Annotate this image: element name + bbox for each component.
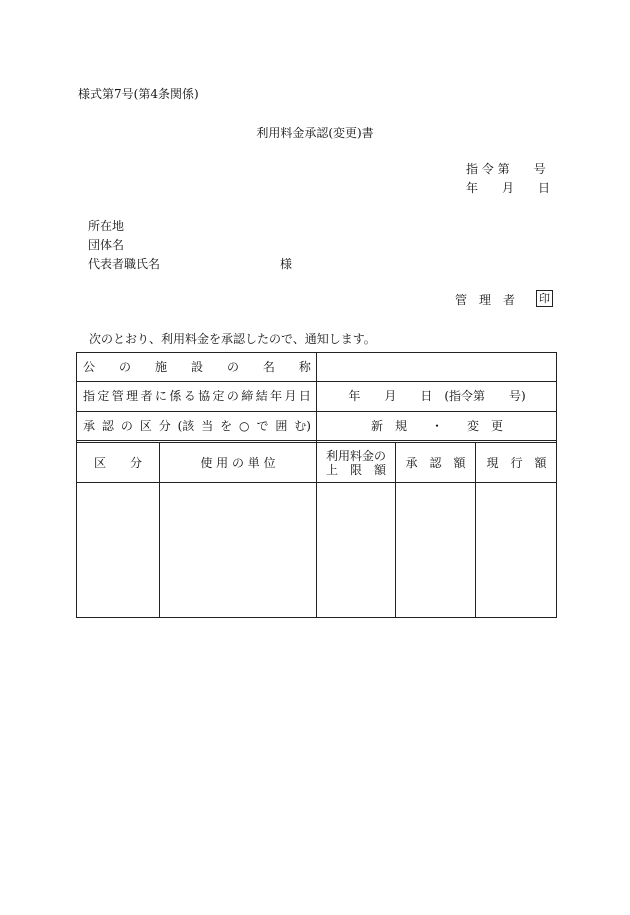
label-char: む) [294, 419, 311, 433]
label-char: の [118, 360, 131, 374]
label-char: 施 [154, 360, 167, 374]
label-char: 公 [83, 360, 96, 374]
label-char: 者 [140, 389, 153, 403]
col-header-category: 区 分 [93, 456, 142, 470]
label-char: 当 [201, 419, 214, 433]
label-char: 協 [198, 389, 211, 403]
label-char: 認 [101, 419, 114, 433]
label-char: 管 [111, 389, 124, 403]
label-char: 定 [212, 389, 225, 403]
label-char: 囲 [275, 419, 288, 433]
label-char: 年 [270, 389, 283, 403]
approval-type-label [83, 412, 311, 440]
label-char: 結 [255, 389, 268, 403]
label-char: 定 [97, 389, 110, 403]
label-char: 設 [190, 360, 203, 374]
col-header-fee-ceiling: 利用料金の 上 限 額 [325, 449, 386, 477]
label-char: 日 [298, 389, 311, 403]
intro-text: 次のとおり、利用料金を承認したので、通知します。 [89, 332, 376, 346]
applicant-block [88, 217, 160, 274]
label-char: を [220, 419, 233, 433]
col-header-approved-amount: 承 認 額 [405, 456, 466, 470]
label-char: 名 [262, 360, 275, 374]
label-char: (該 [177, 419, 195, 433]
seal-mark: 印 [536, 290, 553, 307]
label-char: 分 [158, 419, 171, 433]
agreement-date-label [83, 382, 311, 410]
fee-ceiling-cell[interactable] [317, 483, 395, 617]
label-char: 係 [169, 389, 182, 403]
honorific: 様 [280, 257, 293, 271]
approved-amount-cell[interactable] [396, 483, 475, 617]
organization-label: 団体名 [88, 238, 125, 252]
label-char: の [226, 360, 239, 374]
col-header-current-amount: 現 行 額 [486, 456, 547, 470]
document-title: 利用料金承認(変更)書 [256, 126, 374, 140]
label-char: 指 [83, 389, 96, 403]
label-char: る [183, 389, 196, 403]
approval-type-value[interactable]: 新 規 ・ 変 更 [370, 419, 503, 433]
usage-unit-cell[interactable] [160, 483, 316, 617]
order-number-line: 指 令 第 号 [466, 162, 546, 176]
facility-name-value[interactable] [317, 353, 557, 381]
label-char: 称 [298, 360, 311, 374]
label-char: ○ [239, 419, 250, 433]
facility-name-label [83, 353, 311, 381]
label-char: の [226, 389, 239, 403]
fee-approval-table [76, 352, 557, 618]
current-amount-cell[interactable] [476, 483, 557, 617]
representative-label: 代表者職氏名 [88, 257, 161, 271]
form-number: 様式第7号(第4条関係) [78, 87, 199, 101]
manager-label: 管 理 者 [455, 293, 516, 307]
category-cell[interactable] [77, 483, 159, 617]
label-char: の [120, 419, 133, 433]
label-char: 区 [139, 419, 152, 433]
address-label: 所在地 [88, 219, 125, 233]
col-header-usage-unit: 使 用 の 単 位 [200, 456, 276, 470]
label-char: 理 [126, 389, 139, 403]
order-date-line: 年 月 日 [466, 181, 551, 195]
label-char: 承 [83, 419, 96, 433]
label-char: 締 [241, 389, 254, 403]
label-char: で [256, 419, 269, 433]
agreement-date-value[interactable]: 年 月 日 (指令第 号) [348, 389, 526, 403]
label-char: 月 [284, 389, 297, 403]
label-char: に [154, 389, 167, 403]
